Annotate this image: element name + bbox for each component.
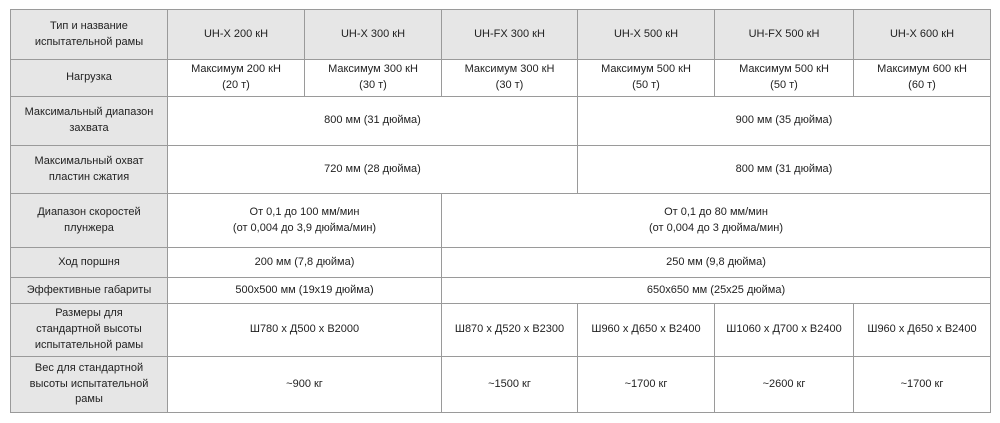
- dimensions-label: Эффективные габариты: [11, 278, 168, 304]
- speed-value-2: [442, 194, 991, 248]
- speed-value-1-main: От 0,1 до 100 мм/мин: [249, 205, 360, 218]
- weight-label-line-2: высоты испытательной: [29, 377, 149, 390]
- header-row: [11, 10, 991, 60]
- weight-label-line-3: рамы: [75, 393, 103, 406]
- specifications-table: [10, 9, 991, 413]
- header-label-line-2: испытательной рамы: [34, 35, 144, 48]
- model-header-2: UH-X 300 кН: [305, 10, 442, 60]
- load-label: Нагрузка: [11, 60, 168, 97]
- grip-range-row: [11, 97, 991, 146]
- speed-value-2-main: От 0,1 до 80 мм/мин: [664, 205, 768, 218]
- grip-range-label: [11, 97, 168, 146]
- weight-row: [11, 357, 991, 413]
- platen-range-row: [11, 146, 991, 194]
- platen-range-value-1: 720 мм (28 дюйма): [168, 146, 578, 194]
- weight-value-5: ~1700 кг: [854, 357, 991, 413]
- stroke-label: Ход поршня: [11, 248, 168, 278]
- model-header-1: UH-X 200 кН: [168, 10, 305, 60]
- weight-value-4: ~2600 кг: [715, 357, 854, 413]
- speed-row: [11, 194, 991, 248]
- platen-range-value-2: 800 мм (31 дюйма): [578, 146, 991, 194]
- load-row: [11, 60, 991, 97]
- model-header-5: UH-FX 500 кН: [715, 10, 854, 60]
- load-value-4: [578, 60, 715, 97]
- header-label-cell: [11, 10, 168, 60]
- load-value-4-sub: (50 т): [632, 79, 660, 91]
- header-label-line-1: Тип и название: [50, 19, 128, 32]
- model-header-6: UH-X 600 кН: [854, 10, 991, 60]
- grip-range-label-line-1: Максимальный диапазон: [24, 106, 154, 119]
- load-value-5-main: Максимум 500 кН: [739, 63, 829, 76]
- grip-range-value-1: 800 мм (31 дюйма): [168, 97, 578, 146]
- stroke-value-1: 200 мм (7,8 дюйма): [168, 248, 442, 278]
- model-header-3: UH-FX 300 кН: [442, 10, 578, 60]
- speed-label-line-1: Диапазон скоростей: [37, 205, 141, 218]
- weight-value-2: ~1500 кг: [442, 357, 578, 413]
- stroke-value-2: 250 мм (9,8 дюйма): [442, 248, 991, 278]
- dimensions-value-1: 500х500 мм (19х19 дюйма): [168, 278, 442, 304]
- stroke-row: [11, 248, 991, 278]
- sizes-row: [11, 304, 991, 357]
- speed-label: [11, 194, 168, 248]
- load-value-3-sub: (30 т): [495, 79, 524, 91]
- sizes-label-line-2: стандартной высоты: [36, 323, 142, 336]
- sizes-value-2: Ш870 х Д520 х В2300: [442, 304, 578, 357]
- load-value-2-main: Максимум 300 кН: [328, 63, 418, 76]
- platen-range-label-line-2: пластин сжатия: [48, 170, 130, 183]
- sizes-label-line-3: испытательной рамы: [34, 338, 144, 351]
- load-value-6-main: Максимум 600 кН: [877, 63, 967, 76]
- model-header-4: UH-X 500 кН: [578, 10, 715, 60]
- dimensions-value-2: 650х650 мм (25х25 дюйма): [442, 278, 991, 304]
- sizes-label-line-1: Размеры для: [55, 307, 123, 320]
- grip-range-value-2: 900 мм (35 дюйма): [578, 97, 991, 146]
- load-value-2-sub: (30 т): [359, 79, 387, 91]
- speed-value-1-sub: (от 0,004 до 3,9 дюйма/мин): [232, 221, 377, 234]
- sizes-value-4: Ш1060 х Д700 х В2400: [715, 304, 854, 357]
- dimensions-row: [11, 278, 991, 304]
- load-value-1-sub: (20 т): [222, 79, 250, 91]
- sizes-label: [11, 304, 168, 357]
- speed-value-2-sub: (от 0,004 до 3 дюйма/мин): [649, 221, 783, 234]
- sizes-value-3: Ш960 х Д650 х В2400: [578, 304, 715, 357]
- load-value-3-main: Максимум 300 кН: [464, 63, 555, 76]
- load-value-4-main: Максимум 500 кН: [601, 63, 691, 76]
- load-value-6-sub: (60 т): [908, 79, 936, 91]
- weight-value-1: ~900 кг: [168, 357, 442, 413]
- sizes-value-5: Ш960 х Д650 х В2400: [854, 304, 991, 357]
- load-value-1-main: Максимум 200 кН: [191, 63, 281, 76]
- load-value-6: [854, 60, 991, 97]
- speed-value-1: [168, 194, 442, 248]
- load-value-2: [305, 60, 442, 97]
- speed-label-line-2: плунжера: [64, 221, 114, 234]
- weight-label-line-1: Вес для стандартной: [34, 361, 144, 374]
- load-value-5-sub: (50 т): [770, 79, 798, 91]
- platen-range-label: [11, 146, 168, 194]
- weight-label: [11, 357, 168, 413]
- platen-range-label-line-1: Максимальный охват: [34, 154, 144, 167]
- sizes-value-1: Ш780 х Д500 х В2000: [168, 304, 442, 357]
- load-value-3: [442, 60, 578, 97]
- weight-value-3: ~1700 кг: [578, 357, 715, 413]
- load-value-1: [168, 60, 305, 97]
- load-value-5: [715, 60, 854, 97]
- grip-range-label-line-2: захвата: [69, 122, 109, 134]
